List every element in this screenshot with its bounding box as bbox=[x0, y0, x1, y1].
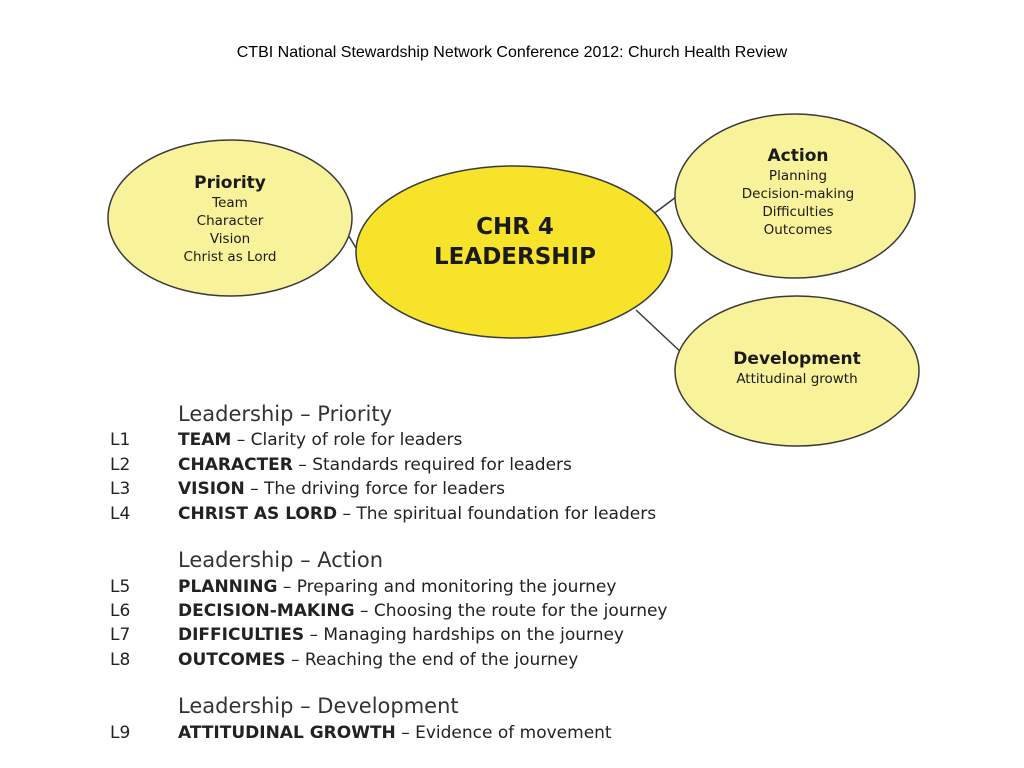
center-line-2: LEADERSHIP bbox=[434, 244, 596, 270]
page-header: CTBI National Stewardship Network Conference 2012: Church Health Review bbox=[236, 44, 788, 61]
section-title-action: Leadership – Action bbox=[178, 548, 384, 572]
item-code: L6 bbox=[110, 601, 131, 621]
item-desc: – The driving force for leaders bbox=[244, 479, 506, 499]
development-text bbox=[697, 348, 897, 388]
item-code: L1 bbox=[110, 430, 131, 450]
item-desc: – Managing hardships on the journey bbox=[304, 625, 624, 645]
item-term: CHARACTER bbox=[178, 455, 293, 475]
item-desc: – Standards required for leaders bbox=[292, 455, 572, 475]
item-desc: – Preparing and monitoring the journey bbox=[277, 577, 617, 597]
action-item: Difficulties bbox=[762, 204, 834, 220]
list-item bbox=[0, 577, 1024, 601]
connector-development bbox=[636, 310, 684, 355]
item-term: OUTCOMES bbox=[178, 650, 286, 670]
priority-item: Character bbox=[196, 213, 264, 229]
item-term: DECISION-MAKING bbox=[178, 601, 355, 621]
item-code: L4 bbox=[110, 504, 131, 524]
center-line-1: CHR 4 bbox=[476, 214, 554, 240]
action-item: Planning bbox=[768, 168, 828, 184]
priority-title: Priority bbox=[194, 173, 266, 193]
item-code: L3 bbox=[110, 479, 131, 499]
list-item bbox=[0, 504, 1024, 528]
action-text bbox=[698, 145, 898, 239]
action-item: Decision-making bbox=[741, 186, 855, 202]
item-desc: – Clarity of role for leaders bbox=[231, 430, 463, 450]
item-term: CHRIST AS LORD bbox=[178, 504, 338, 524]
list-item bbox=[0, 479, 1024, 503]
item-term: PLANNING bbox=[178, 577, 278, 597]
list-item bbox=[0, 625, 1024, 649]
section-title-priority: Leadership – Priority bbox=[178, 402, 393, 426]
development-title: Development bbox=[733, 349, 861, 369]
item-term: ATTITUDINAL GROWTH bbox=[178, 723, 396, 743]
item-code: L5 bbox=[110, 577, 131, 597]
priority-item: Christ as Lord bbox=[183, 249, 277, 265]
priority-item: Vision bbox=[209, 231, 251, 247]
item-term: TEAM bbox=[178, 430, 232, 450]
item-desc: – Evidence of movement bbox=[395, 723, 612, 743]
center-text bbox=[360, 212, 670, 272]
item-desc: – Reaching the end of the journey bbox=[285, 650, 579, 670]
item-term: DIFFICULTIES bbox=[178, 625, 305, 645]
item-desc: – The spiritual foundation for leaders bbox=[337, 504, 657, 524]
list-item bbox=[0, 601, 1024, 625]
action-title: Action bbox=[767, 146, 829, 166]
item-desc: – Choosing the route for the journey bbox=[354, 601, 668, 621]
development-item: Attitudinal growth bbox=[736, 371, 858, 387]
item-code: L7 bbox=[110, 625, 131, 645]
priority-text bbox=[130, 172, 330, 266]
section-title-development: Leadership – Development bbox=[178, 694, 459, 718]
list-item bbox=[0, 650, 1024, 674]
priority-item: Team bbox=[212, 195, 248, 211]
item-code: L8 bbox=[110, 650, 131, 670]
item-code: L2 bbox=[110, 455, 131, 475]
item-code: L9 bbox=[110, 723, 131, 743]
action-item: Outcomes bbox=[763, 222, 833, 238]
item-term: VISION bbox=[178, 479, 245, 499]
list-item bbox=[0, 723, 1024, 747]
list-item bbox=[0, 455, 1024, 479]
list-item bbox=[0, 430, 1024, 454]
